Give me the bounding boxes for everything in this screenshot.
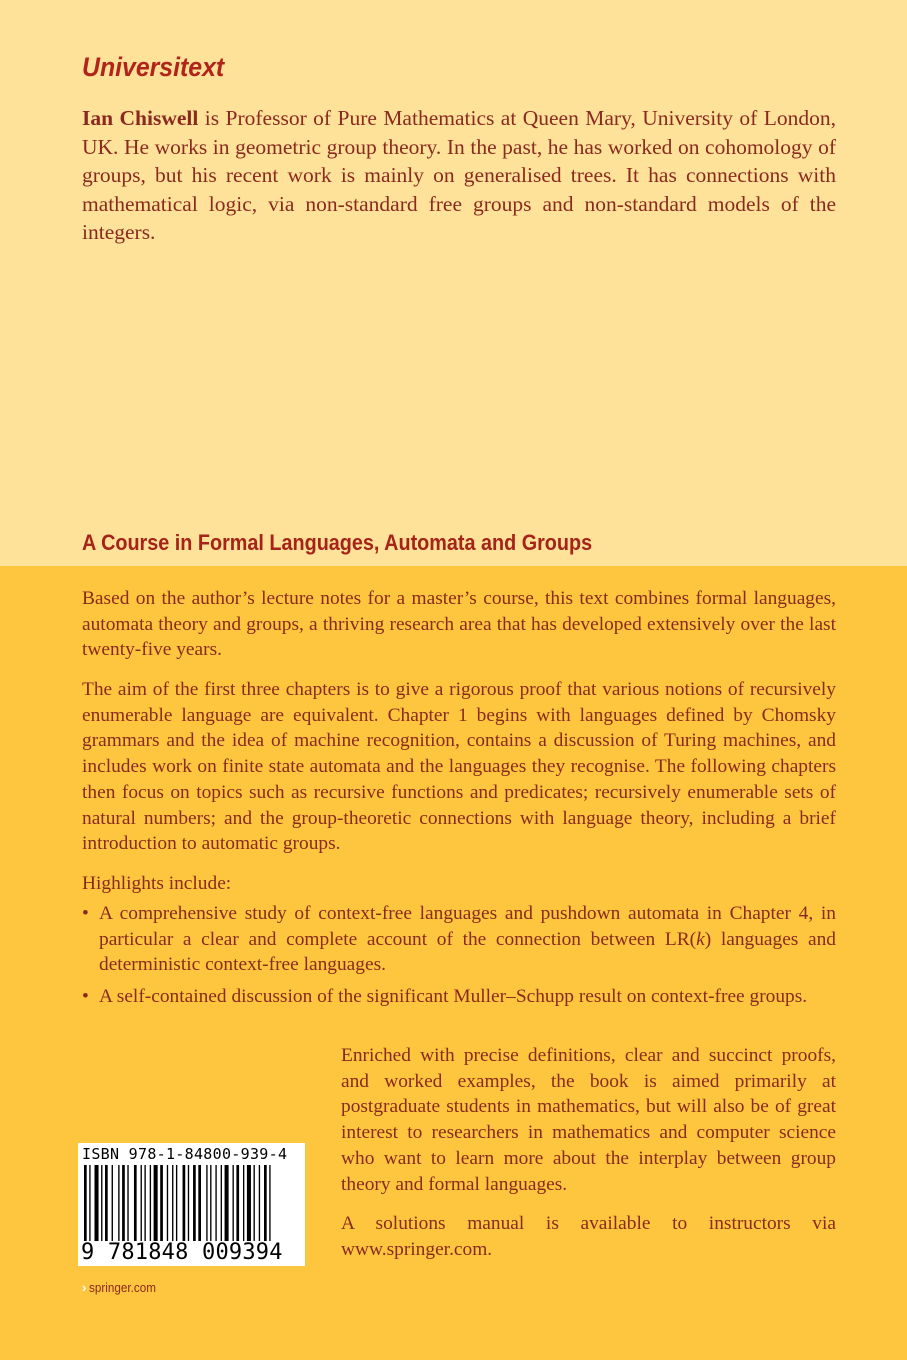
description-paragraph-1: Based on the author’s lecture notes for a master’s course, this text combines formal languages, automata theory and groups, a thriving research area that has developed extensively over the last twenty-five years. [82,588,836,661]
bullet-text-b: ) languages and deterministic context-free languages. [99,928,836,976]
list-item [82,901,836,978]
description-paragraph-2: The aim of the first three chapters is to give a rigorous proof that various notions of recursively enumerable language are equivalent. Chapter 1 begins with languages defined by Chomsky grammars and the idea of machine recognition, contains a discussion of Turing machines, and includes work on finite state automata and the languages they recognise. The following chapters then focus on topics such as recursive functions and predicates; recursively enumerable sets of natural numbers; and the group-theoretic connections with language theory, including a brief introduction to automatic groups. [82,679,836,855]
ean-digits: 9 781848 009394 [81,1240,283,1265]
top-background-band [0,0,907,566]
bullet-icon: • [82,986,89,1008]
highlights-heading: Highlights include: [82,873,232,894]
bullet-text: A self-contained discussion of the significant Muller–Schupp result on context-free groups. [99,986,808,1008]
isbn-label: ISBN 978-1-84800-939-4 [82,1145,288,1163]
isbn-barcode [78,1143,305,1266]
list-item [82,984,836,1010]
series-title: Universitext [82,52,225,82]
barcode-bars-icon [84,1165,299,1241]
author-name: Ian Chiswell [82,106,199,130]
author-bio-text: is Professor of Pure Mathematics at Queen Mary, University of London, UK. He works in geometric group theory. In the past, he has worked on cohomology of groups, but his recent work is mainly on generalised trees. It has connections with mathematical logic, via non-standard free groups and non-standard models of the integers. [82,106,837,244]
springer-url: springer.com [89,1280,157,1295]
book-title: A Course in Formal Languages, Automata and Groups [82,530,593,555]
highlights-list [82,901,836,1016]
bullet-text-a: A comprehensive study of context-free languages and pushdown automata in Chapter 4, in particular a clear and complete account of the connection between LR( [99,903,836,950]
bullet-icon: • [82,903,89,924]
bullet-text-k: k [696,928,705,950]
author-bio [82,104,836,247]
springer-link[interactable] [82,1280,164,1295]
chevron-right-icon: › [82,1280,87,1295]
description-paragraph-4: A solutions manual is available to instructors via www.springer.com. [341,1213,836,1260]
description-paragraph-3: Enriched with precise definitions, clear and succinct proofs, and worked examples, the book is aimed primarily at postgraduate students in mathematics, but will also be of great interest to researchers in mathematics and computer science who want to learn more about the interplay between group theory and formal languages. [341,1045,836,1195]
